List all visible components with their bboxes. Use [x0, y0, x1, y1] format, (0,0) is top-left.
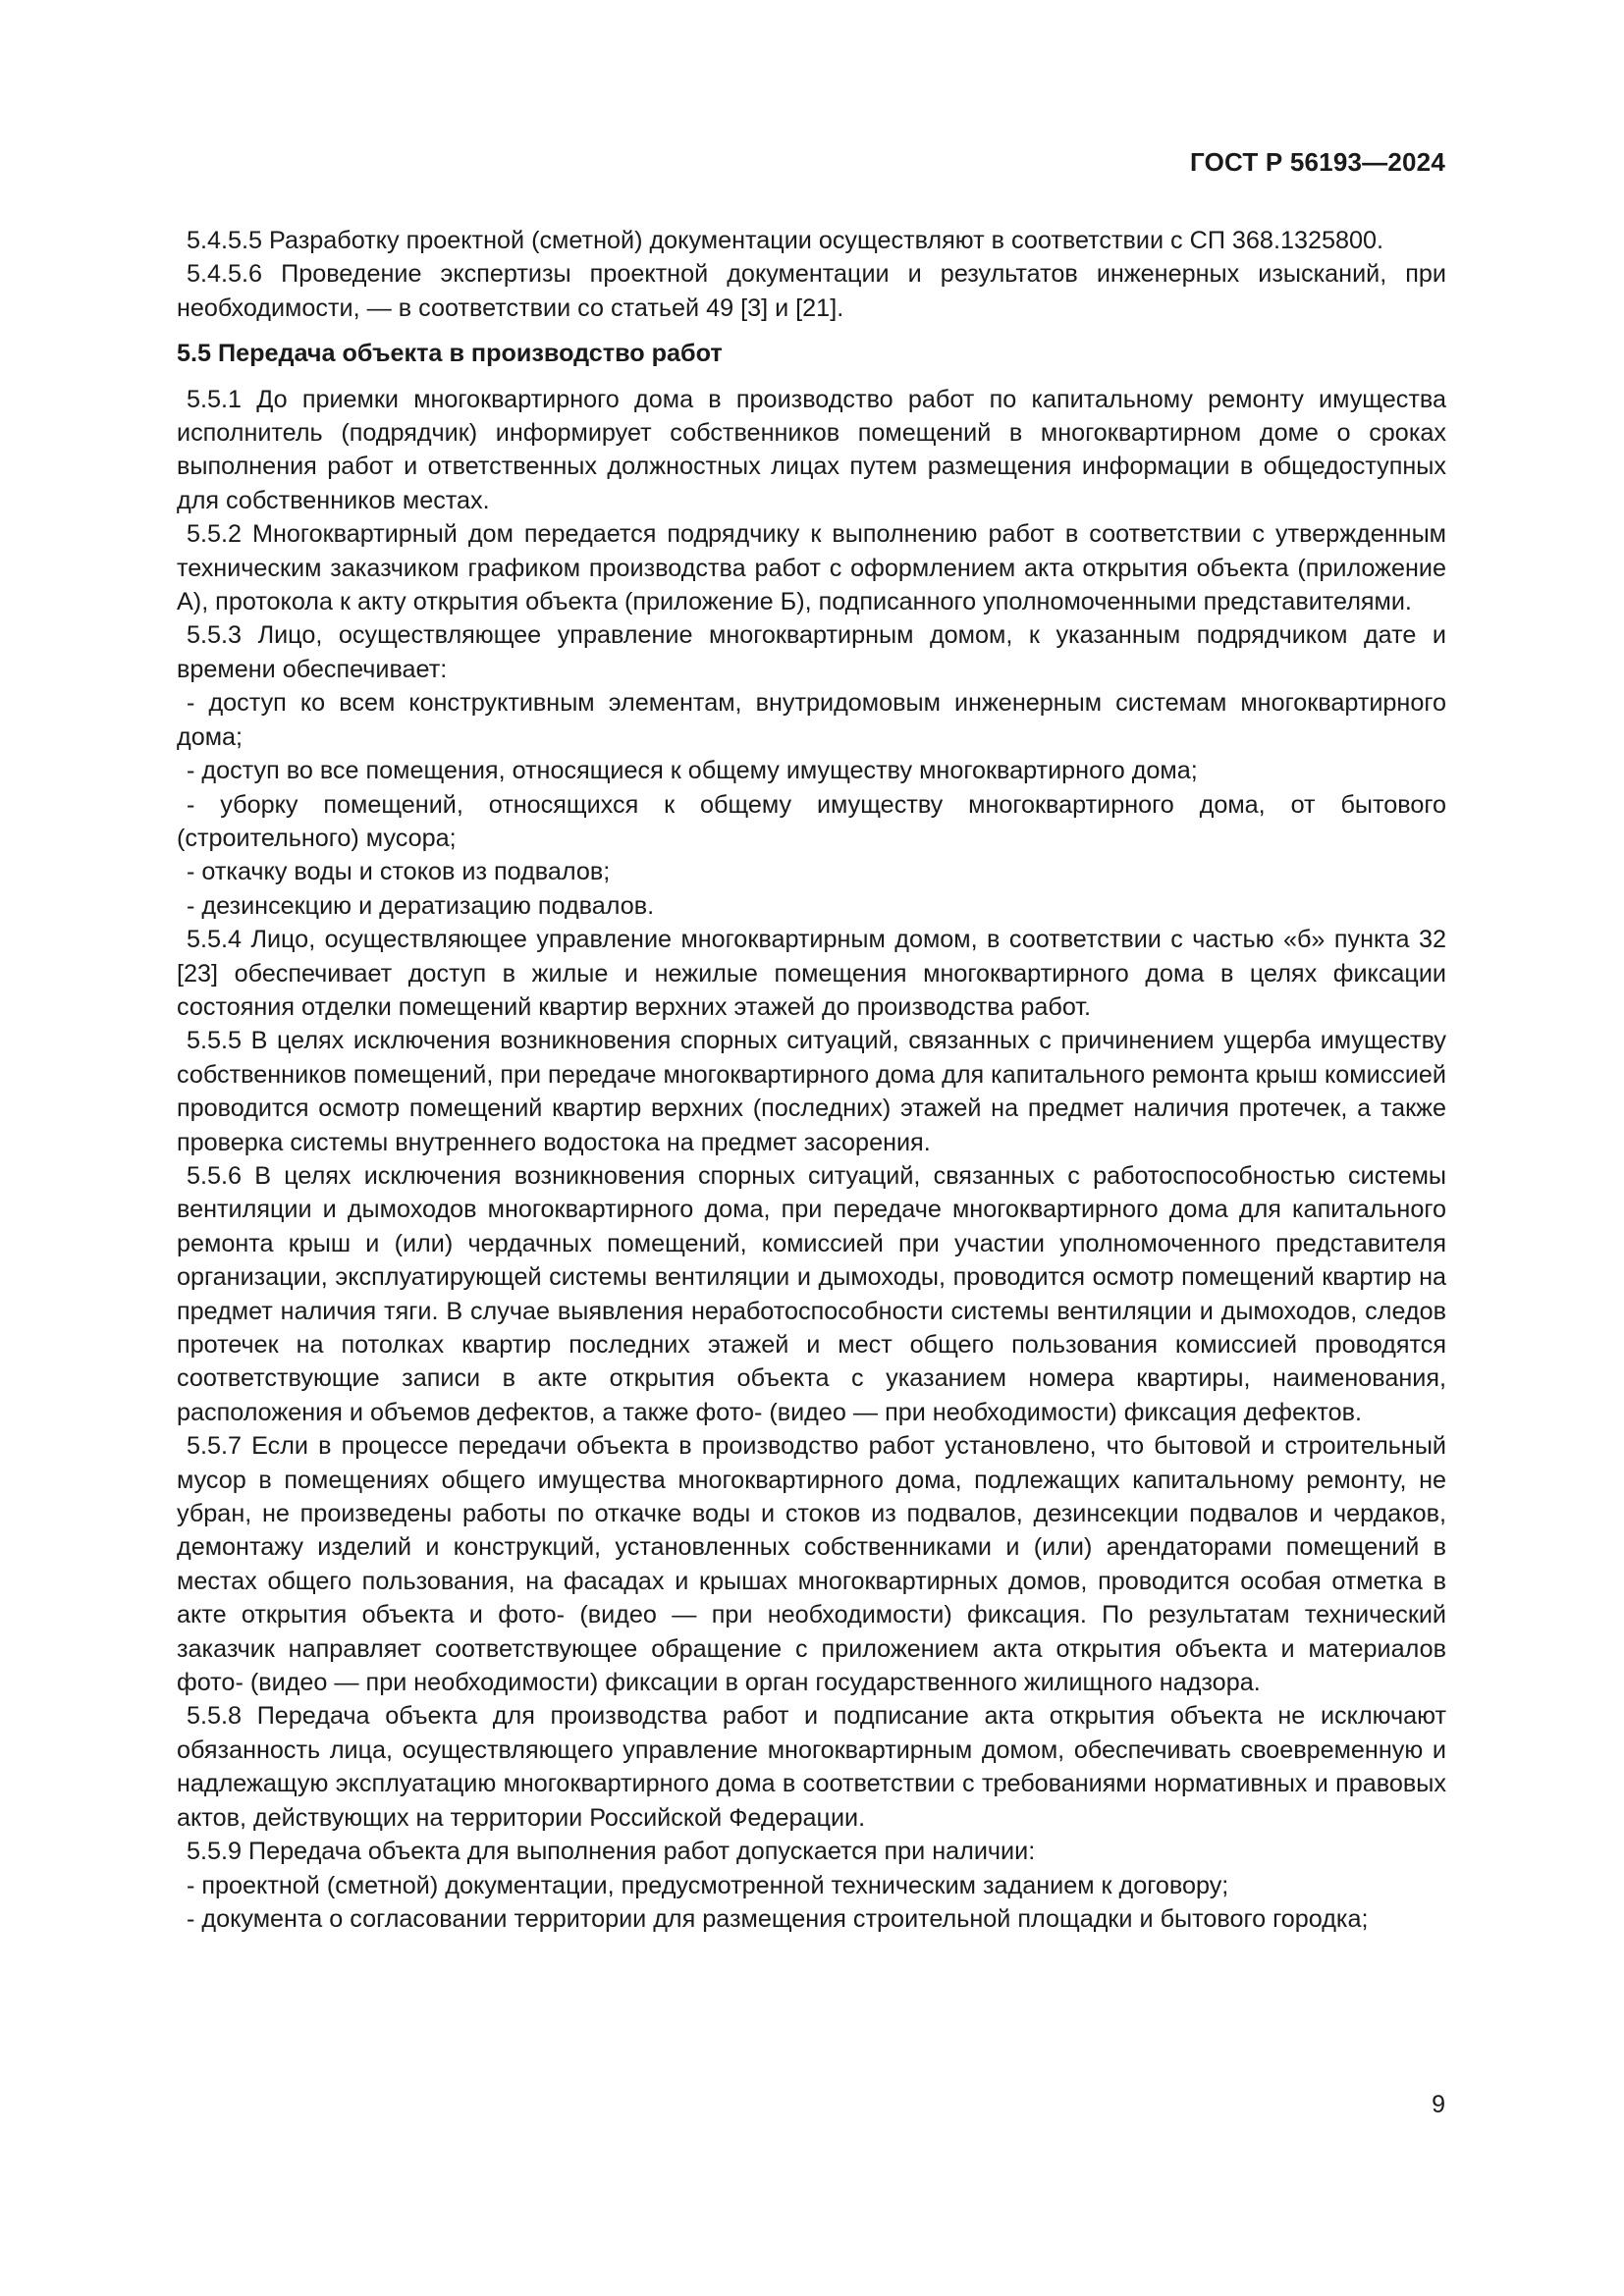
paragraph-5-5-8: 5.5.8 Передача объекта для производства работ и подписание акта открытия объекта не исключают обязанность лица, осуществляющего управление многоквартирным домом, обеспечивать своевременную и надлежащую эксплуатацию многоквартирного дома в соответствии с требованиями нормативных и правовых актов, действующих на территории Российской Федерации. — [177, 1702, 1446, 1832]
paragraph-5-5-4: 5.5.4 Лицо, осуществляющее управление многоквартирным домом, в соответствии с частью «б» пункта 32 [23] обеспечивает доступ в жилые и нежилые помещения многоквартирного дома в целях фиксации состояния отделки помещений квартир верхних этажей до производства работ. — [177, 926, 1446, 1021]
list-item: - проектной (сметной) документации, предусмотренной техническим заданием к договору; — [187, 1871, 1229, 1899]
list-item: - доступ во все помещения, относящиеся к общему имуществу многоквартирного дома; — [187, 757, 1198, 785]
list-item: - откачку воды и стоков из подвалов; — [187, 858, 611, 886]
list-item: - доступ ко всем конструктивным элементам, внутридомовым инженерным системам многоквартирного дома; — [177, 689, 1446, 751]
paragraph-5-5-2: 5.5.2 Многоквартирный дом передается подрядчику к выполнению работ в соответствии с утвержденным техническим заказчиком графиком производства работ с оформлением акта открытия объекта (приложение А), протокола к акту открытия объекта (приложение Б), подписанного уполномоченными представителями. — [177, 520, 1446, 616]
page-number: 9 — [1432, 2091, 1445, 2118]
list-item: - уборку помещений, относящихся к общему имуществу многоквартирного дома, от бытового (строительного) мусора; — [177, 790, 1446, 852]
list-item: - документа о согласовании территории для размещения строительной площадки и бытового городка; — [187, 1904, 1369, 1933]
list-item: - дезинсекцию и дератизацию подвалов. — [187, 891, 655, 920]
paragraph-5-5-6: 5.5.6 В целях исключения возникновения спорных ситуаций, связанных с работоспособностью системы вентиляции и дымоходов многоквартирного дома, при передаче многоквартирного дома для капитального ремонта крыш и (или) чердачных помещений, комиссией при участии уполномоченного представителя организации, эксплуатирующей системы вентиляции и дымоходы, проводится осмотр помещений квартир на предмет наличия тяги. В случае выявления неработоспособности системы вентиляции и дымоходов, следов протечек на потолках квартир последних этажей и мест общего пользования комиссией проводятся соответствующие записи в акте открытия объекта с указанием номера квартиры, наименования, расположения и объемов дефектов, а также фото- (видео — при необходимости) фиксация дефектов. — [177, 1161, 1446, 1426]
paragraph-5-5-5: 5.5.5 В целях исключения возникновения спорных ситуаций, связанных с причинением ущерба имуществу собственников помещений, при передаче многоквартирного дома для капитального ремонта крыш комиссией проводится осмотр помещений квартир верхних (последних) этажей на предмет наличия протечек, а также проверка системы внутреннего водостока на предмет засорения. — [177, 1027, 1446, 1156]
paragraph-5-5-1: 5.5.1 До приемки многоквартирного дома в производство работ по капитальному ремонту имущества исполнитель (подрядчик) информирует собственников помещений в многоквартирном доме о сроках выполнения работ и ответственных должностных лицах путем размещения информации в общедоступных для собственников местах. — [177, 385, 1446, 514]
paragraph-5-5-3: 5.5.3 Лицо, осуществляющее управление многоквартирным домом, к указанным подрядчиком дате и времени обеспечивает: — [177, 621, 1446, 683]
paragraph-5-4-5-5: 5.4.5.5 Разработку проектной (сметной) документации осуществляют в соответствии с СП 368.1325800. — [187, 227, 1383, 254]
document-code-header: ГОСТ Р 56193—2024 — [1190, 147, 1445, 177]
paragraph-5-4-5-6: 5.4.5.6 Проведение экспертизы проектной документации и результатов инженерных изысканий, при необходимости, — в соответствии со статьей 49 [3] и [21]. — [177, 260, 1446, 322]
document-body — [177, 224, 1446, 1936]
paragraph-5-5-9: 5.5.9 Передача объекта для выполнения работ допускается при наличии: — [187, 1838, 1036, 1866]
paragraph-5-5-7: 5.5.7 Если в процессе передачи объекта в производство работ установлено, что бытовой и строительный мусор в помещениях общего имущества многоквартирного дома, подлежащих капитальному ремонту, не убран, не произведены работы по откачке воды и стоков из подвалов, дезинсекции подвалов и чердаков, демонтажу изделий и конструкций, установленных собственниками и (или) арендаторами помещений в местах общего пользования, на фасадах и крышах многоквартирных домов, проводится особая отметка в акте открытия объекта и фото- (видео — при необходимости) фиксация. По результатам технический заказчик направляет соответствующее обращение с приложением акта открытия объекта и материалов фото- (видео — при необходимости) фиксации в орган государственного жилищного надзора. — [177, 1432, 1446, 1697]
section-heading-5-5: 5.5 Передача объекта в производство работ — [177, 340, 723, 368]
